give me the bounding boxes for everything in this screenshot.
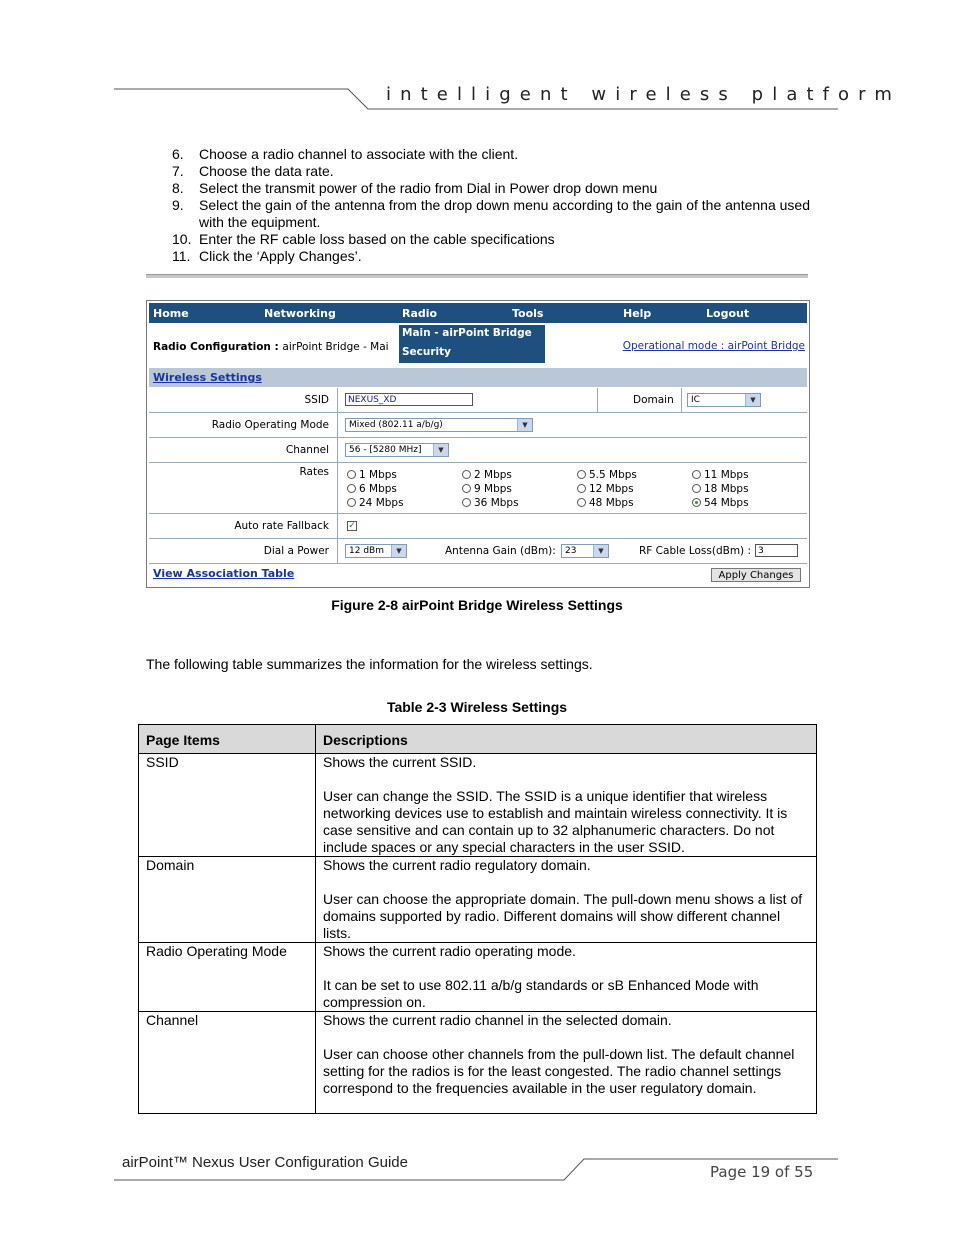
header-tagline: intelligent wireless platform	[386, 84, 901, 105]
operational-mode-link[interactable]: Operational mode : airPoint Bridge	[622, 340, 805, 352]
mode-select[interactable]: Mixed (802.11 a/b/g) ▼	[345, 418, 533, 432]
menu-radio[interactable]: Radio	[402, 307, 438, 320]
radio-dropdown-menu	[399, 325, 545, 363]
rate-radio[interactable]: 11 Mbps	[692, 469, 749, 481]
list-item: 6. Choose a radio channel to associate with the client.	[172, 146, 519, 162]
rate-radio[interactable]: 6 Mbps	[347, 483, 397, 495]
rate-radio[interactable]: 24 Mbps	[347, 497, 404, 509]
wireless-settings-table	[138, 724, 817, 1114]
domain-label: Domain	[633, 394, 674, 406]
loss-input[interactable]: 3	[755, 544, 798, 557]
table-header-row	[139, 725, 817, 754]
domain-select[interactable]: IC ▼	[687, 393, 761, 407]
power-row	[149, 539, 807, 564]
chevron-down-icon: ▼	[745, 394, 760, 406]
table-cell-description: Shows the current radio regulatory domain. User can choose the appropriate domain. The pull-down menu shows a list of domains supported by radio. Different domains will show different channel lists.	[316, 857, 817, 943]
chevron-down-icon: ▼	[433, 444, 448, 456]
mode-row	[149, 413, 807, 438]
wireless-settings-link[interactable]: Wireless Settings	[153, 371, 262, 384]
section-header	[149, 368, 807, 387]
apply-changes-button[interactable]: Apply Changes	[711, 568, 801, 582]
rate-radio[interactable]: 2 Mbps	[462, 469, 512, 481]
loss-label: RF Cable Loss(dBm) :	[639, 545, 752, 557]
view-association-table-link[interactable]: View Association Table	[153, 567, 295, 580]
rate-radio[interactable]: 48 Mbps	[577, 497, 634, 509]
chevron-down-icon: ▼	[391, 545, 406, 557]
gain-select[interactable]: 23 ▼	[561, 544, 609, 558]
wireless-settings-screenshot	[146, 300, 810, 588]
mode-label: Radio Operating Mode	[211, 419, 329, 431]
menu-help[interactable]: Help	[623, 307, 652, 320]
menu-networking[interactable]: Networking	[264, 307, 336, 320]
list-item: 10. Enter the RF cable loss based on the cable specifications	[172, 231, 555, 247]
divider	[146, 274, 808, 278]
list-item: 9. Select the gain of the antenna from the drop down menu according to the gain of the antenna used with the equipment.	[172, 197, 810, 230]
rate-radio-selected[interactable]: 54 Mbps	[692, 497, 749, 509]
channel-select[interactable]: 56 - [5280 MHz] ▼	[345, 443, 449, 457]
chevron-down-icon: ▼	[593, 545, 608, 557]
table-caption: Table 2-3 Wireless Settings	[386, 699, 568, 715]
rate-radio[interactable]: 1 Mbps	[347, 469, 397, 481]
ssid-row	[149, 388, 807, 413]
table-cell-description: Shows the current SSID. User can change the SSID. The SSID is a unique identifier that wireless networking devices use to establish and maintain wireless connectivity. It is case sensitive and can contain up to 32 alphanumeric characters. Do not include spaces or any special characters in the user SSID.	[316, 754, 817, 857]
config-header	[149, 325, 807, 365]
rate-radio[interactable]: 36 Mbps	[462, 497, 519, 509]
fallback-row	[149, 514, 807, 539]
list-item: 8. Select the transmit power of the radio from Dial in Power drop down menu	[172, 180, 658, 196]
steps-list	[172, 146, 822, 265]
rates-label: Rates	[299, 466, 329, 478]
list-item: 7. Choose the data rate.	[172, 163, 334, 179]
gain-label: Antenna Gain (dBm):	[445, 545, 556, 557]
channel-label: Channel	[285, 444, 329, 456]
page-title: Radio Configuration : airPoint Bridge - Mai	[153, 341, 389, 353]
page-number: Page 19 of 55	[710, 1163, 814, 1181]
rate-radio[interactable]: 12 Mbps	[577, 483, 634, 495]
power-label: Dial a Power	[263, 545, 329, 557]
rates-row	[149, 463, 807, 514]
menu-tools[interactable]: Tools	[512, 307, 544, 320]
chevron-down-icon: ▼	[517, 419, 532, 431]
channel-row	[149, 438, 807, 463]
power-select[interactable]: 12 dBm ▼	[345, 544, 407, 558]
list-item: 11. Click the ‘Apply Changes’.	[172, 248, 362, 264]
menu-home[interactable]: Home	[153, 307, 189, 320]
table-cell-description: Shows the current radio operating mode. It can be set to use 802.11 a/b/g standards or sB Enhanced Mode with compression on.	[316, 943, 817, 1012]
menu-logout[interactable]: Logout	[706, 307, 750, 320]
column-header: Descriptions	[316, 725, 817, 754]
rate-radio[interactable]: 18 Mbps	[692, 483, 749, 495]
top-menu	[149, 303, 807, 323]
menu-item-security[interactable]: Security	[402, 346, 452, 358]
table-row	[139, 754, 817, 857]
table-cell-item: Domain	[139, 857, 316, 943]
table-cell-item: Radio Operating Mode	[139, 943, 316, 1012]
fallback-label: Auto rate Fallback	[234, 520, 329, 532]
table-cell-item: SSID	[139, 754, 316, 857]
table-row	[139, 943, 817, 1012]
intro-text: The following table summarizes the information for the wireless settings.	[146, 656, 593, 672]
rate-radio[interactable]: 5.5 Mbps	[577, 469, 637, 481]
ssid-label: SSID	[304, 394, 329, 406]
footer-title: airPoint™ Nexus User Configuration Guide	[122, 1154, 408, 1171]
menu-item-main[interactable]: Main - airPoint Bridge	[402, 327, 532, 339]
figure-caption: Figure 2-8 airPoint Bridge Wireless Settings	[331, 597, 623, 613]
table-cell-description: Shows the current radio channel in the selected domain. User can choose other channels from the pull-down list. The default channel setting for the radios is for the least congested. The radio channel settings correspond to the frequencies available in the user regulatory domain.	[316, 1012, 817, 1114]
table-row	[139, 1012, 817, 1114]
table-cell-item: Channel	[139, 1012, 316, 1114]
column-header: Page Items	[139, 725, 316, 754]
rate-radio[interactable]: 9 Mbps	[462, 483, 512, 495]
fallback-checkbox[interactable]: ✓	[348, 521, 356, 531]
ssid-input[interactable]: NEXUS_XD	[345, 393, 473, 406]
table-row	[139, 857, 817, 943]
